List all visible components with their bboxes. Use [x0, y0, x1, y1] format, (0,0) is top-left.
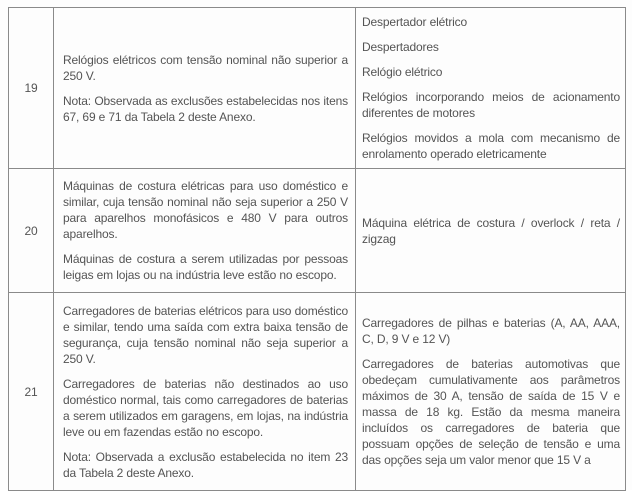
product-item: Despertador elétrico [362, 15, 468, 29]
table-row-21 [9, 293, 626, 491]
item-description-cell [54, 293, 356, 491]
description-paragraph: Máquinas de costura a serem utilizadas por pessoas leigas em lojas ou na indústria leve estão no escopo. [63, 252, 348, 282]
item-number: 20 [24, 223, 38, 238]
description-note: Nota: Observada as exclusões estabelecidas nos itens 67, 69 e 71 da Tabela 2 deste Anexo. [63, 93, 348, 124]
item-number-cell [9, 8, 54, 169]
item-products-cell [356, 169, 626, 293]
item-number: 19 [24, 81, 38, 95]
description-paragraph: Máquinas de costura elétricas para uso doméstico e similar, cuja tensão nominal não seja superior a 250 V para aparelhos monofásicos e 480 V para outros aparelhos. [63, 179, 348, 241]
item-number-cell [9, 293, 54, 491]
item-description-cell [54, 8, 356, 169]
product-item: Carregadores de baterias automotivas que obedeçam cumulativamente aos parâmetros máximos de 30 A, tensão de saída de 15 V e massa de 18 kg. Estão da mesma maneira incluídos os carregadores de bateria que possuam opções de seleção de tensão e uma das opções seja um valor menor que 15 V a [362, 357, 620, 467]
description-paragraph: Carregadores de baterias elétricos para uso doméstico e similar, tendo uma saída com extra baixa tensão de segurança, cuja tensão nominal não seja superior a 250 V. [63, 303, 348, 366]
product-item: Carregadores de pilhas e baterias (A, AA, AAA, C, D, 9 V e 12 V) [362, 316, 620, 346]
table-row-19 [9, 8, 626, 169]
table-row-20 [9, 169, 626, 293]
item-description-cell [54, 169, 356, 293]
product-item: Relógios movidos a mola com mecanismo de enrolamento operado eletricamente [362, 131, 620, 161]
description-note: Nota: Observada a exclusão estabelecida no item 23 da Tabela 2 deste Anexo. [63, 449, 348, 480]
item-number: 21 [24, 384, 38, 399]
item-products-cell [356, 8, 626, 169]
item-number-cell [9, 169, 54, 293]
product-item: Despertadores [362, 40, 439, 54]
description-paragraph: Relógios elétricos com tensão nominal não superior a 250 V. [63, 52, 348, 83]
product-item: Relógio elétrico [362, 65, 443, 79]
description-paragraph: Carregadores de baterias não destinados ao uso doméstico normal, tais como carregadores de baterias a serem utilizados em garagens, em lojas, na indústria leve ou em fazendas estão no escopo. [63, 376, 348, 439]
item-products-cell [356, 293, 626, 491]
regulation-products-table [8, 7, 626, 491]
product-item: Máquina elétrica de costura / overlock / reta / zigzag [362, 215, 620, 246]
product-item: Relógios incorporando meios de acionamento diferentes de motores [362, 90, 620, 120]
